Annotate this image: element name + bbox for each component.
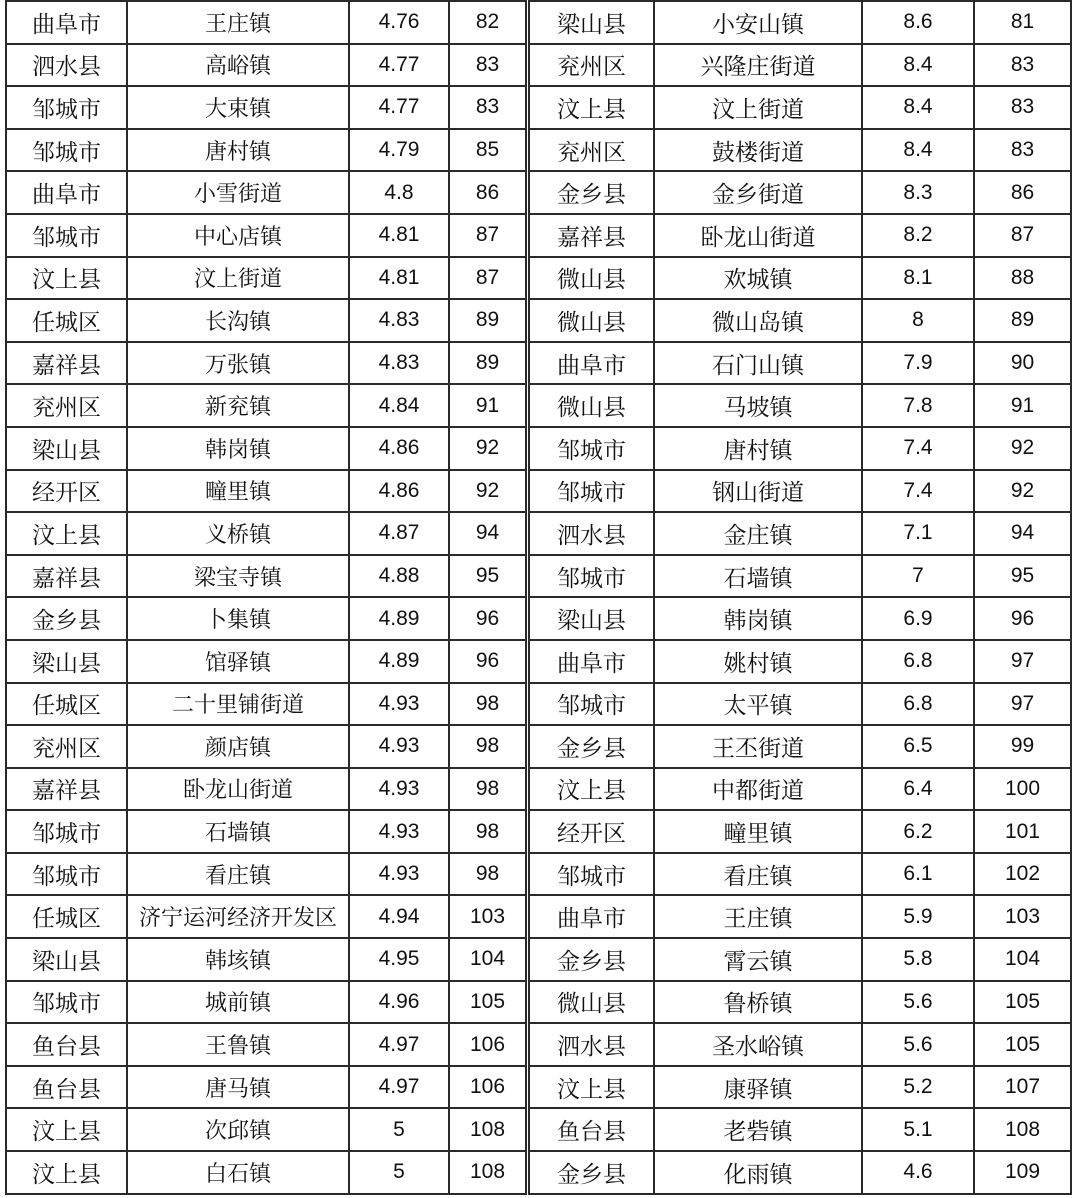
county-cell: 汶上县	[6, 257, 127, 300]
table-row	[529, 427, 1071, 470]
town-cell: 金乡街道	[654, 171, 862, 214]
value-cell: 5.9	[862, 895, 974, 938]
town-cell: 汶上街道	[127, 257, 349, 300]
county-cell: 梁山县	[6, 938, 127, 981]
value-cell: 8.1	[862, 257, 974, 300]
value-cell: 8.3	[862, 171, 974, 214]
table-row	[529, 725, 1071, 768]
value-cell: 8.4	[862, 86, 974, 129]
rank-cell: 92	[974, 427, 1071, 470]
town-cell: 万张镇	[127, 342, 349, 385]
rank-cell: 97	[974, 640, 1071, 683]
value-cell: 4.79	[349, 129, 449, 172]
table-row	[6, 44, 526, 87]
county-cell: 曲阜市	[6, 171, 127, 214]
value-cell: 4.83	[349, 342, 449, 385]
left-table-body	[6, 1, 526, 1194]
town-cell: 韩垓镇	[127, 938, 349, 981]
county-cell: 任城区	[6, 299, 127, 342]
value-cell: 8.4	[862, 129, 974, 172]
county-cell: 嘉祥县	[529, 214, 654, 257]
table-row	[529, 129, 1071, 172]
county-cell: 曲阜市	[529, 342, 654, 385]
value-cell: 4.81	[349, 257, 449, 300]
rank-cell: 92	[449, 470, 526, 513]
value-cell: 6.8	[862, 640, 974, 683]
town-cell: 中都街道	[654, 768, 862, 811]
county-cell: 金乡县	[529, 938, 654, 981]
county-cell: 汶上县	[529, 1066, 654, 1109]
town-cell: 兴隆庄街道	[654, 44, 862, 87]
town-cell: 长沟镇	[127, 299, 349, 342]
county-cell: 任城区	[6, 683, 127, 726]
value-cell: 6.5	[862, 725, 974, 768]
rank-cell: 89	[449, 342, 526, 385]
table-row	[6, 597, 526, 640]
rank-cell: 104	[449, 938, 526, 981]
table-row	[529, 470, 1071, 513]
county-cell: 邹城市	[529, 427, 654, 470]
table-row	[6, 129, 526, 172]
town-cell: 圣水峪镇	[654, 1023, 862, 1066]
value-cell: 5.8	[862, 938, 974, 981]
town-cell: 梁宝寺镇	[127, 555, 349, 598]
county-cell: 鱼台县	[6, 1023, 127, 1066]
rank-cell: 91	[449, 384, 526, 427]
town-cell: 石墙镇	[127, 810, 349, 853]
rank-cell: 98	[449, 810, 526, 853]
town-cell: 石门山镇	[654, 342, 862, 385]
county-cell: 微山县	[529, 981, 654, 1024]
table-row	[6, 470, 526, 513]
table-row	[6, 299, 526, 342]
town-cell: 王庄镇	[127, 1, 349, 44]
rank-cell: 103	[974, 895, 1071, 938]
rank-cell: 101	[974, 810, 1071, 853]
rank-cell: 88	[974, 257, 1071, 300]
rank-cell: 92	[974, 470, 1071, 513]
value-cell: 7.4	[862, 427, 974, 470]
rank-cell: 105	[974, 981, 1071, 1024]
rank-cell: 96	[974, 597, 1071, 640]
value-cell: 5.1	[862, 1108, 974, 1151]
town-cell: 小安山镇	[654, 1, 862, 44]
table-row	[529, 768, 1071, 811]
county-cell: 梁山县	[6, 640, 127, 683]
town-cell: 汶上街道	[654, 86, 862, 129]
table-row	[6, 981, 526, 1024]
rank-cell: 91	[974, 384, 1071, 427]
town-cell: 化雨镇	[654, 1151, 862, 1194]
table-row	[6, 1, 526, 44]
county-cell: 嘉祥县	[6, 768, 127, 811]
value-cell: 4.93	[349, 853, 449, 896]
table-row	[529, 597, 1071, 640]
rank-cell: 94	[449, 512, 526, 555]
county-cell: 任城区	[6, 895, 127, 938]
county-cell: 嘉祥县	[6, 342, 127, 385]
county-cell: 邹城市	[529, 853, 654, 896]
rank-cell: 92	[449, 427, 526, 470]
table-row	[6, 384, 526, 427]
county-cell: 泗水县	[529, 512, 654, 555]
value-cell: 8	[862, 299, 974, 342]
county-cell: 汶上县	[6, 1151, 127, 1194]
table-row	[6, 86, 526, 129]
rank-cell: 109	[974, 1151, 1071, 1194]
value-cell: 4.93	[349, 725, 449, 768]
town-cell: 疃里镇	[127, 470, 349, 513]
county-cell: 微山县	[529, 257, 654, 300]
rank-cell: 83	[449, 86, 526, 129]
value-cell: 4.77	[349, 86, 449, 129]
rank-cell: 82	[449, 1, 526, 44]
county-cell: 邹城市	[6, 86, 127, 129]
rank-cell: 107	[974, 1066, 1071, 1109]
rank-cell: 85	[449, 129, 526, 172]
value-cell: 6.9	[862, 597, 974, 640]
town-cell: 马坡镇	[654, 384, 862, 427]
table-row	[529, 44, 1071, 87]
county-cell: 经开区	[6, 470, 127, 513]
table-row	[529, 214, 1071, 257]
value-cell: 4.87	[349, 512, 449, 555]
table-row	[529, 1, 1071, 44]
town-cell: 金庄镇	[654, 512, 862, 555]
table-row	[6, 1066, 526, 1109]
rank-cell: 108	[449, 1151, 526, 1194]
town-cell: 卧龙山街道	[654, 214, 862, 257]
value-cell: 4.93	[349, 768, 449, 811]
county-cell: 兖州区	[6, 725, 127, 768]
value-cell: 4.81	[349, 214, 449, 257]
rank-cell: 98	[449, 683, 526, 726]
table-row	[529, 1151, 1071, 1194]
value-cell: 6.4	[862, 768, 974, 811]
table-row	[6, 555, 526, 598]
county-cell: 金乡县	[529, 1151, 654, 1194]
county-cell: 汶上县	[529, 86, 654, 129]
rank-cell: 89	[974, 299, 1071, 342]
rank-cell: 83	[974, 86, 1071, 129]
rank-cell: 106	[449, 1023, 526, 1066]
county-cell: 曲阜市	[529, 640, 654, 683]
county-cell: 邹城市	[6, 129, 127, 172]
table-row	[529, 299, 1071, 342]
table-row	[529, 384, 1071, 427]
table-row	[6, 853, 526, 896]
table-row	[529, 683, 1071, 726]
value-cell: 4.93	[349, 683, 449, 726]
value-cell: 4.8	[349, 171, 449, 214]
town-cell: 看庄镇	[127, 853, 349, 896]
town-cell: 卜集镇	[127, 597, 349, 640]
value-cell: 4.93	[349, 810, 449, 853]
rank-cell: 86	[974, 171, 1071, 214]
county-cell: 梁山县	[6, 427, 127, 470]
rank-cell: 86	[449, 171, 526, 214]
value-cell: 5	[349, 1151, 449, 1194]
county-cell: 微山县	[529, 384, 654, 427]
county-cell: 梁山县	[529, 597, 654, 640]
value-cell: 4.95	[349, 938, 449, 981]
value-cell: 7	[862, 555, 974, 598]
rank-cell: 87	[449, 214, 526, 257]
rank-cell: 95	[974, 555, 1071, 598]
town-cell: 卧龙山街道	[127, 768, 349, 811]
county-cell: 汶上县	[529, 768, 654, 811]
table-row	[6, 214, 526, 257]
table-row	[6, 810, 526, 853]
county-cell: 邹城市	[6, 981, 127, 1024]
rank-cell: 89	[449, 299, 526, 342]
town-cell: 老砦镇	[654, 1108, 862, 1151]
rank-cell: 99	[974, 725, 1071, 768]
town-cell: 康驿镇	[654, 1066, 862, 1109]
value-cell: 8.6	[862, 1, 974, 44]
rank-cell: 105	[974, 1023, 1071, 1066]
table-row	[529, 981, 1071, 1024]
town-cell: 姚村镇	[654, 640, 862, 683]
rank-cell: 97	[974, 683, 1071, 726]
town-cell: 次邱镇	[127, 1108, 349, 1151]
town-cell: 王鲁镇	[127, 1023, 349, 1066]
county-cell: 金乡县	[6, 597, 127, 640]
value-cell: 4.86	[349, 470, 449, 513]
table-row	[6, 171, 526, 214]
county-cell: 邹城市	[529, 470, 654, 513]
rank-cell: 87	[449, 257, 526, 300]
rank-cell: 83	[974, 44, 1071, 87]
rank-cell: 96	[449, 640, 526, 683]
value-cell: 4.96	[349, 981, 449, 1024]
rank-cell: 108	[449, 1108, 526, 1151]
rank-cell: 81	[974, 1, 1071, 44]
county-cell: 鱼台县	[6, 1066, 127, 1109]
county-cell: 微山县	[529, 299, 654, 342]
rank-cell: 94	[974, 512, 1071, 555]
value-cell: 4.84	[349, 384, 449, 427]
rank-cell: 83	[449, 44, 526, 87]
table-row	[529, 853, 1071, 896]
table-row	[529, 257, 1071, 300]
town-cell: 义桥镇	[127, 512, 349, 555]
town-cell: 微山岛镇	[654, 299, 862, 342]
county-cell: 金乡县	[529, 171, 654, 214]
town-cell: 城前镇	[127, 981, 349, 1024]
town-cell: 欢城镇	[654, 257, 862, 300]
county-cell: 邹城市	[529, 683, 654, 726]
table-row	[6, 1108, 526, 1151]
table-row	[529, 512, 1071, 555]
county-cell: 兖州区	[6, 384, 127, 427]
rank-cell: 104	[974, 938, 1071, 981]
county-cell: 兖州区	[529, 129, 654, 172]
value-cell: 4.97	[349, 1066, 449, 1109]
table-row	[529, 171, 1071, 214]
value-cell: 7.4	[862, 470, 974, 513]
left-ranking-table	[5, 0, 527, 1195]
rank-cell: 90	[974, 342, 1071, 385]
town-cell: 王庄镇	[654, 895, 862, 938]
county-cell: 金乡县	[529, 725, 654, 768]
value-cell: 4.86	[349, 427, 449, 470]
value-cell: 7.1	[862, 512, 974, 555]
county-cell: 鱼台县	[529, 1108, 654, 1151]
value-cell: 5.2	[862, 1066, 974, 1109]
table-row	[529, 342, 1071, 385]
town-cell: 大束镇	[127, 86, 349, 129]
value-cell: 5.6	[862, 981, 974, 1024]
town-cell: 唐马镇	[127, 1066, 349, 1109]
value-cell: 4.77	[349, 44, 449, 87]
town-cell: 高峪镇	[127, 44, 349, 87]
county-cell: 嘉祥县	[6, 555, 127, 598]
table-row	[6, 938, 526, 981]
table-row	[6, 683, 526, 726]
table-row	[6, 725, 526, 768]
town-cell: 疃里镇	[654, 810, 862, 853]
county-cell: 邹城市	[6, 810, 127, 853]
value-cell: 8.2	[862, 214, 974, 257]
rank-cell: 100	[974, 768, 1071, 811]
town-cell: 钢山街道	[654, 470, 862, 513]
table-row	[6, 257, 526, 300]
table-row	[6, 342, 526, 385]
county-cell: 梁山县	[529, 1, 654, 44]
town-cell: 王丕街道	[654, 725, 862, 768]
table-row	[6, 427, 526, 470]
table-row	[529, 1023, 1071, 1066]
value-cell: 4.97	[349, 1023, 449, 1066]
town-cell: 鲁桥镇	[654, 981, 862, 1024]
town-cell: 白石镇	[127, 1151, 349, 1194]
table-row	[6, 768, 526, 811]
table-row	[529, 895, 1071, 938]
table-row	[529, 86, 1071, 129]
table-row	[6, 1151, 526, 1194]
table-row	[6, 895, 526, 938]
rank-cell: 106	[449, 1066, 526, 1109]
value-cell: 7.8	[862, 384, 974, 427]
value-cell: 4.83	[349, 299, 449, 342]
county-cell: 兖州区	[529, 44, 654, 87]
rank-cell: 95	[449, 555, 526, 598]
table-row	[6, 640, 526, 683]
town-cell: 新兖镇	[127, 384, 349, 427]
town-cell: 唐村镇	[654, 427, 862, 470]
rank-cell: 98	[449, 768, 526, 811]
town-cell: 石墙镇	[654, 555, 862, 598]
value-cell: 6.8	[862, 683, 974, 726]
value-cell: 6.2	[862, 810, 974, 853]
table-row	[529, 938, 1071, 981]
table-row	[6, 512, 526, 555]
value-cell: 7.9	[862, 342, 974, 385]
rank-cell: 96	[449, 597, 526, 640]
town-cell: 韩岗镇	[654, 597, 862, 640]
value-cell: 4.94	[349, 895, 449, 938]
town-cell: 太平镇	[654, 683, 862, 726]
rank-cell: 103	[449, 895, 526, 938]
town-cell: 小雪街道	[127, 171, 349, 214]
table-row	[529, 555, 1071, 598]
value-cell: 6.1	[862, 853, 974, 896]
county-cell: 经开区	[529, 810, 654, 853]
value-cell: 4.6	[862, 1151, 974, 1194]
rank-cell: 102	[974, 853, 1071, 896]
value-cell: 4.89	[349, 640, 449, 683]
town-cell: 韩岗镇	[127, 427, 349, 470]
value-cell: 5.6	[862, 1023, 974, 1066]
table-row	[529, 810, 1071, 853]
value-cell: 5	[349, 1108, 449, 1151]
town-cell: 二十里铺街道	[127, 683, 349, 726]
county-cell: 邹城市	[6, 853, 127, 896]
rank-cell: 87	[974, 214, 1071, 257]
value-cell: 4.89	[349, 597, 449, 640]
town-cell: 霄云镇	[654, 938, 862, 981]
right-ranking-table	[528, 0, 1072, 1195]
right-table-body	[529, 1, 1071, 1194]
rank-cell: 108	[974, 1108, 1071, 1151]
town-cell: 唐村镇	[127, 129, 349, 172]
county-cell: 泗水县	[6, 44, 127, 87]
rank-cell: 83	[974, 129, 1071, 172]
town-cell: 中心店镇	[127, 214, 349, 257]
county-cell: 汶上县	[6, 1108, 127, 1151]
town-cell: 鼓楼街道	[654, 129, 862, 172]
rank-cell: 98	[449, 853, 526, 896]
rank-cell: 105	[449, 981, 526, 1024]
town-cell: 济宁运河经济开发区	[127, 895, 349, 938]
table-row	[529, 640, 1071, 683]
county-cell: 曲阜市	[529, 895, 654, 938]
county-cell: 汶上县	[6, 512, 127, 555]
county-cell: 曲阜市	[6, 1, 127, 44]
county-cell: 邹城市	[529, 555, 654, 598]
table-row	[529, 1066, 1071, 1109]
value-cell: 8.4	[862, 44, 974, 87]
table-row	[6, 1023, 526, 1066]
county-cell: 泗水县	[529, 1023, 654, 1066]
town-cell: 看庄镇	[654, 853, 862, 896]
town-cell: 颜店镇	[127, 725, 349, 768]
value-cell: 4.88	[349, 555, 449, 598]
county-cell: 邹城市	[6, 214, 127, 257]
town-cell: 馆驿镇	[127, 640, 349, 683]
value-cell: 4.76	[349, 1, 449, 44]
table-row	[529, 1108, 1071, 1151]
rank-cell: 98	[449, 725, 526, 768]
